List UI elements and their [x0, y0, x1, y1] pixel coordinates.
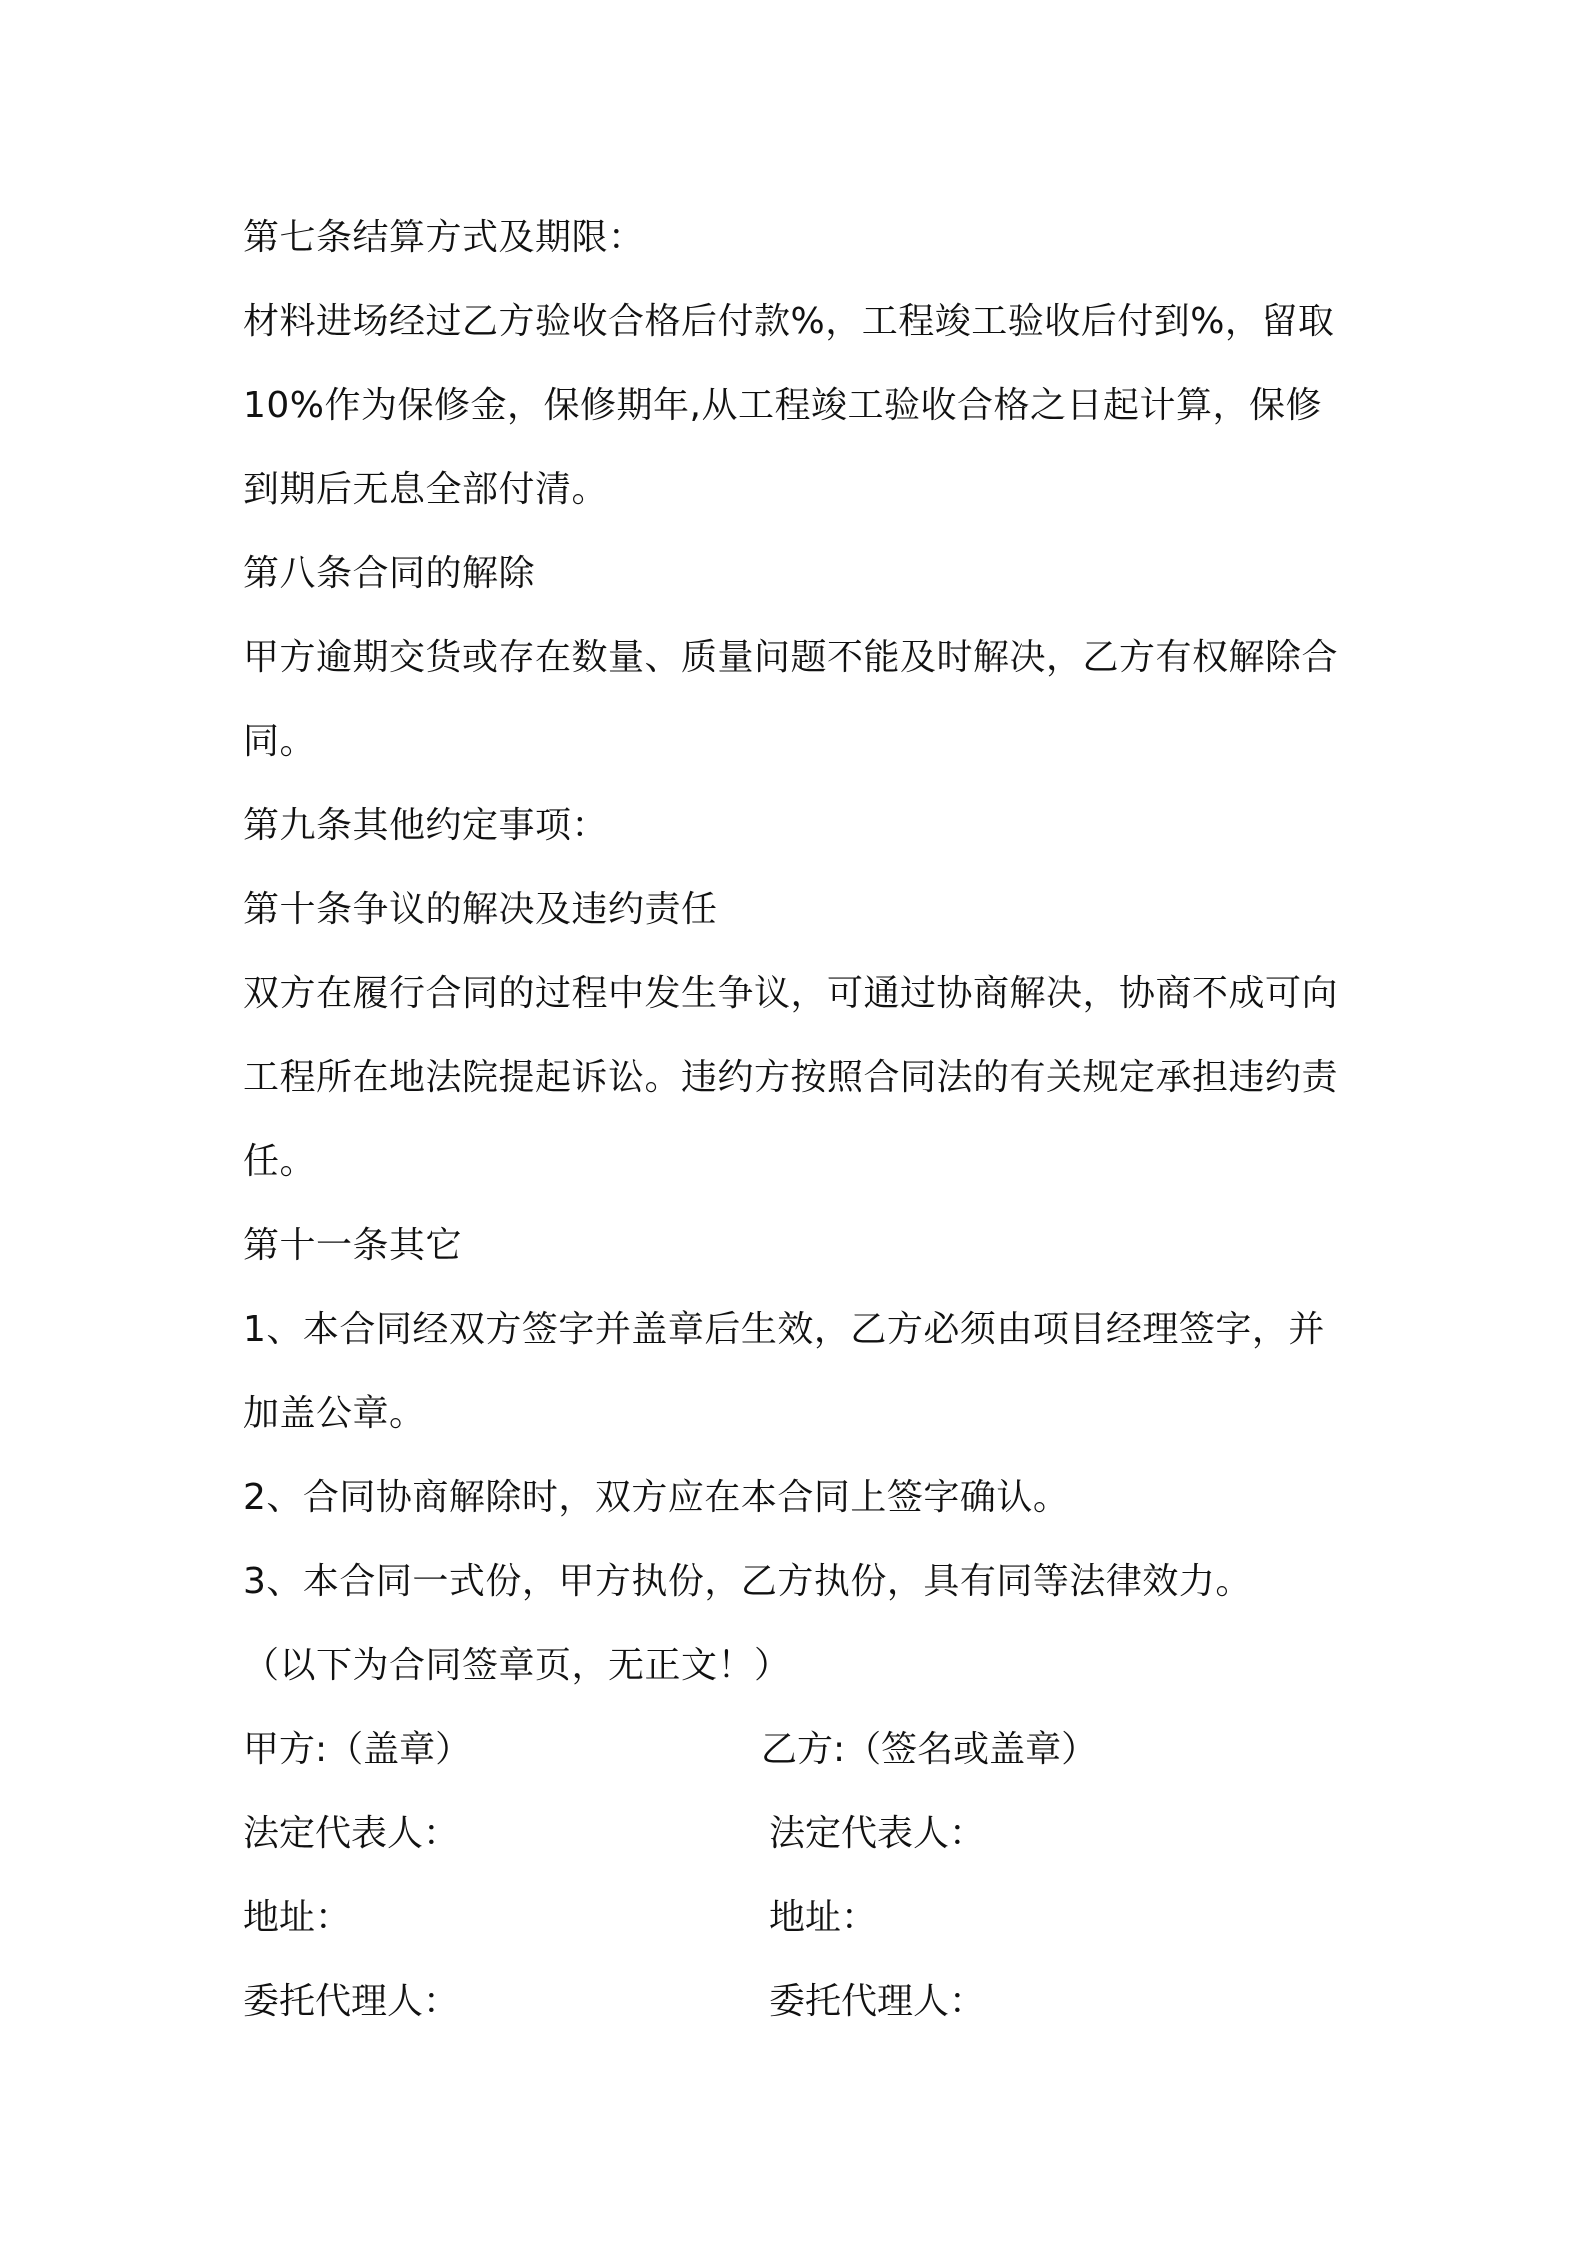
- party-a-address-label: 地址：: [243, 1897, 352, 1938]
- party-b-address-label: 地址：: [769, 1897, 878, 1938]
- clause-10-line-3: 任。: [243, 1141, 317, 1182]
- signature-row-agent: [243, 1960, 1363, 2044]
- clause-7-line-3: 到期后无息全部付清。: [243, 469, 609, 510]
- clause-10-title: 第十条争议的解决及违约责任: [243, 889, 718, 930]
- clause-10-line-2: 工程所在地法院提起诉讼。违约方按照合同法的有关规定承担违约责: [243, 1057, 1339, 1098]
- document-body: [243, 196, 1363, 2044]
- clause-8-line-1: 甲方逾期交货或存在数量、质量问题不能及时解决，乙方有权解除合: [243, 637, 1339, 678]
- clause-7-title: 第七条结算方式及期限：: [243, 217, 645, 258]
- clause-10-line-1: 双方在履行合同的过程中发生争议，可通过协商解决，协商不成可向: [243, 973, 1339, 1014]
- signature-row-representative: [243, 1792, 1363, 1876]
- clause-11-item-3: 3、本合同一式份，甲方执份，乙方执份，具有同等法律效力。: [243, 1561, 1252, 1602]
- party-a-seal-label: 甲方:（盖章）: [243, 1729, 472, 1770]
- party-a-representative-label: 法定代表人：: [243, 1813, 460, 1854]
- clause-11-item-2: 2、合同协商解除时，双方应在本合同上签字确认。: [243, 1477, 1070, 1518]
- clause-11-item-1: 1、本合同经双方签字并盖章后生效，乙方必须由项目经理签字，并: [243, 1309, 1325, 1350]
- clause-7-line-1: 材料进场经过乙方验收合格后付款%，工程竣工验收后付到%，留取: [243, 301, 1335, 342]
- clause-11-title: 第十一条其它: [243, 1225, 463, 1266]
- signature-row-address: [243, 1876, 1363, 1960]
- party-b-agent-label: 委托代理人：: [769, 1981, 986, 2022]
- party-b-representative-label: 法定代表人：: [769, 1813, 986, 1854]
- party-a-agent-label: 委托代理人：: [243, 1981, 460, 2022]
- party-b-seal-label: 乙方:（签名或盖章）: [761, 1729, 1098, 1770]
- clause-11-item-1-cont: 加盖公章。: [243, 1393, 426, 1434]
- clause-7-line-2: 10%作为保修金，保修期年,从工程竣工验收合格之日起计算，保修: [243, 385, 1322, 426]
- clause-8-title: 第八条合同的解除: [243, 553, 536, 594]
- clause-8-line-2: 同。: [243, 721, 317, 762]
- signature-row-seal: [243, 1708, 1363, 1792]
- clause-9-title: 第九条其他约定事项：: [243, 805, 609, 846]
- signature-page-note: （以下为合同签章页，无正文！）: [243, 1645, 791, 1686]
